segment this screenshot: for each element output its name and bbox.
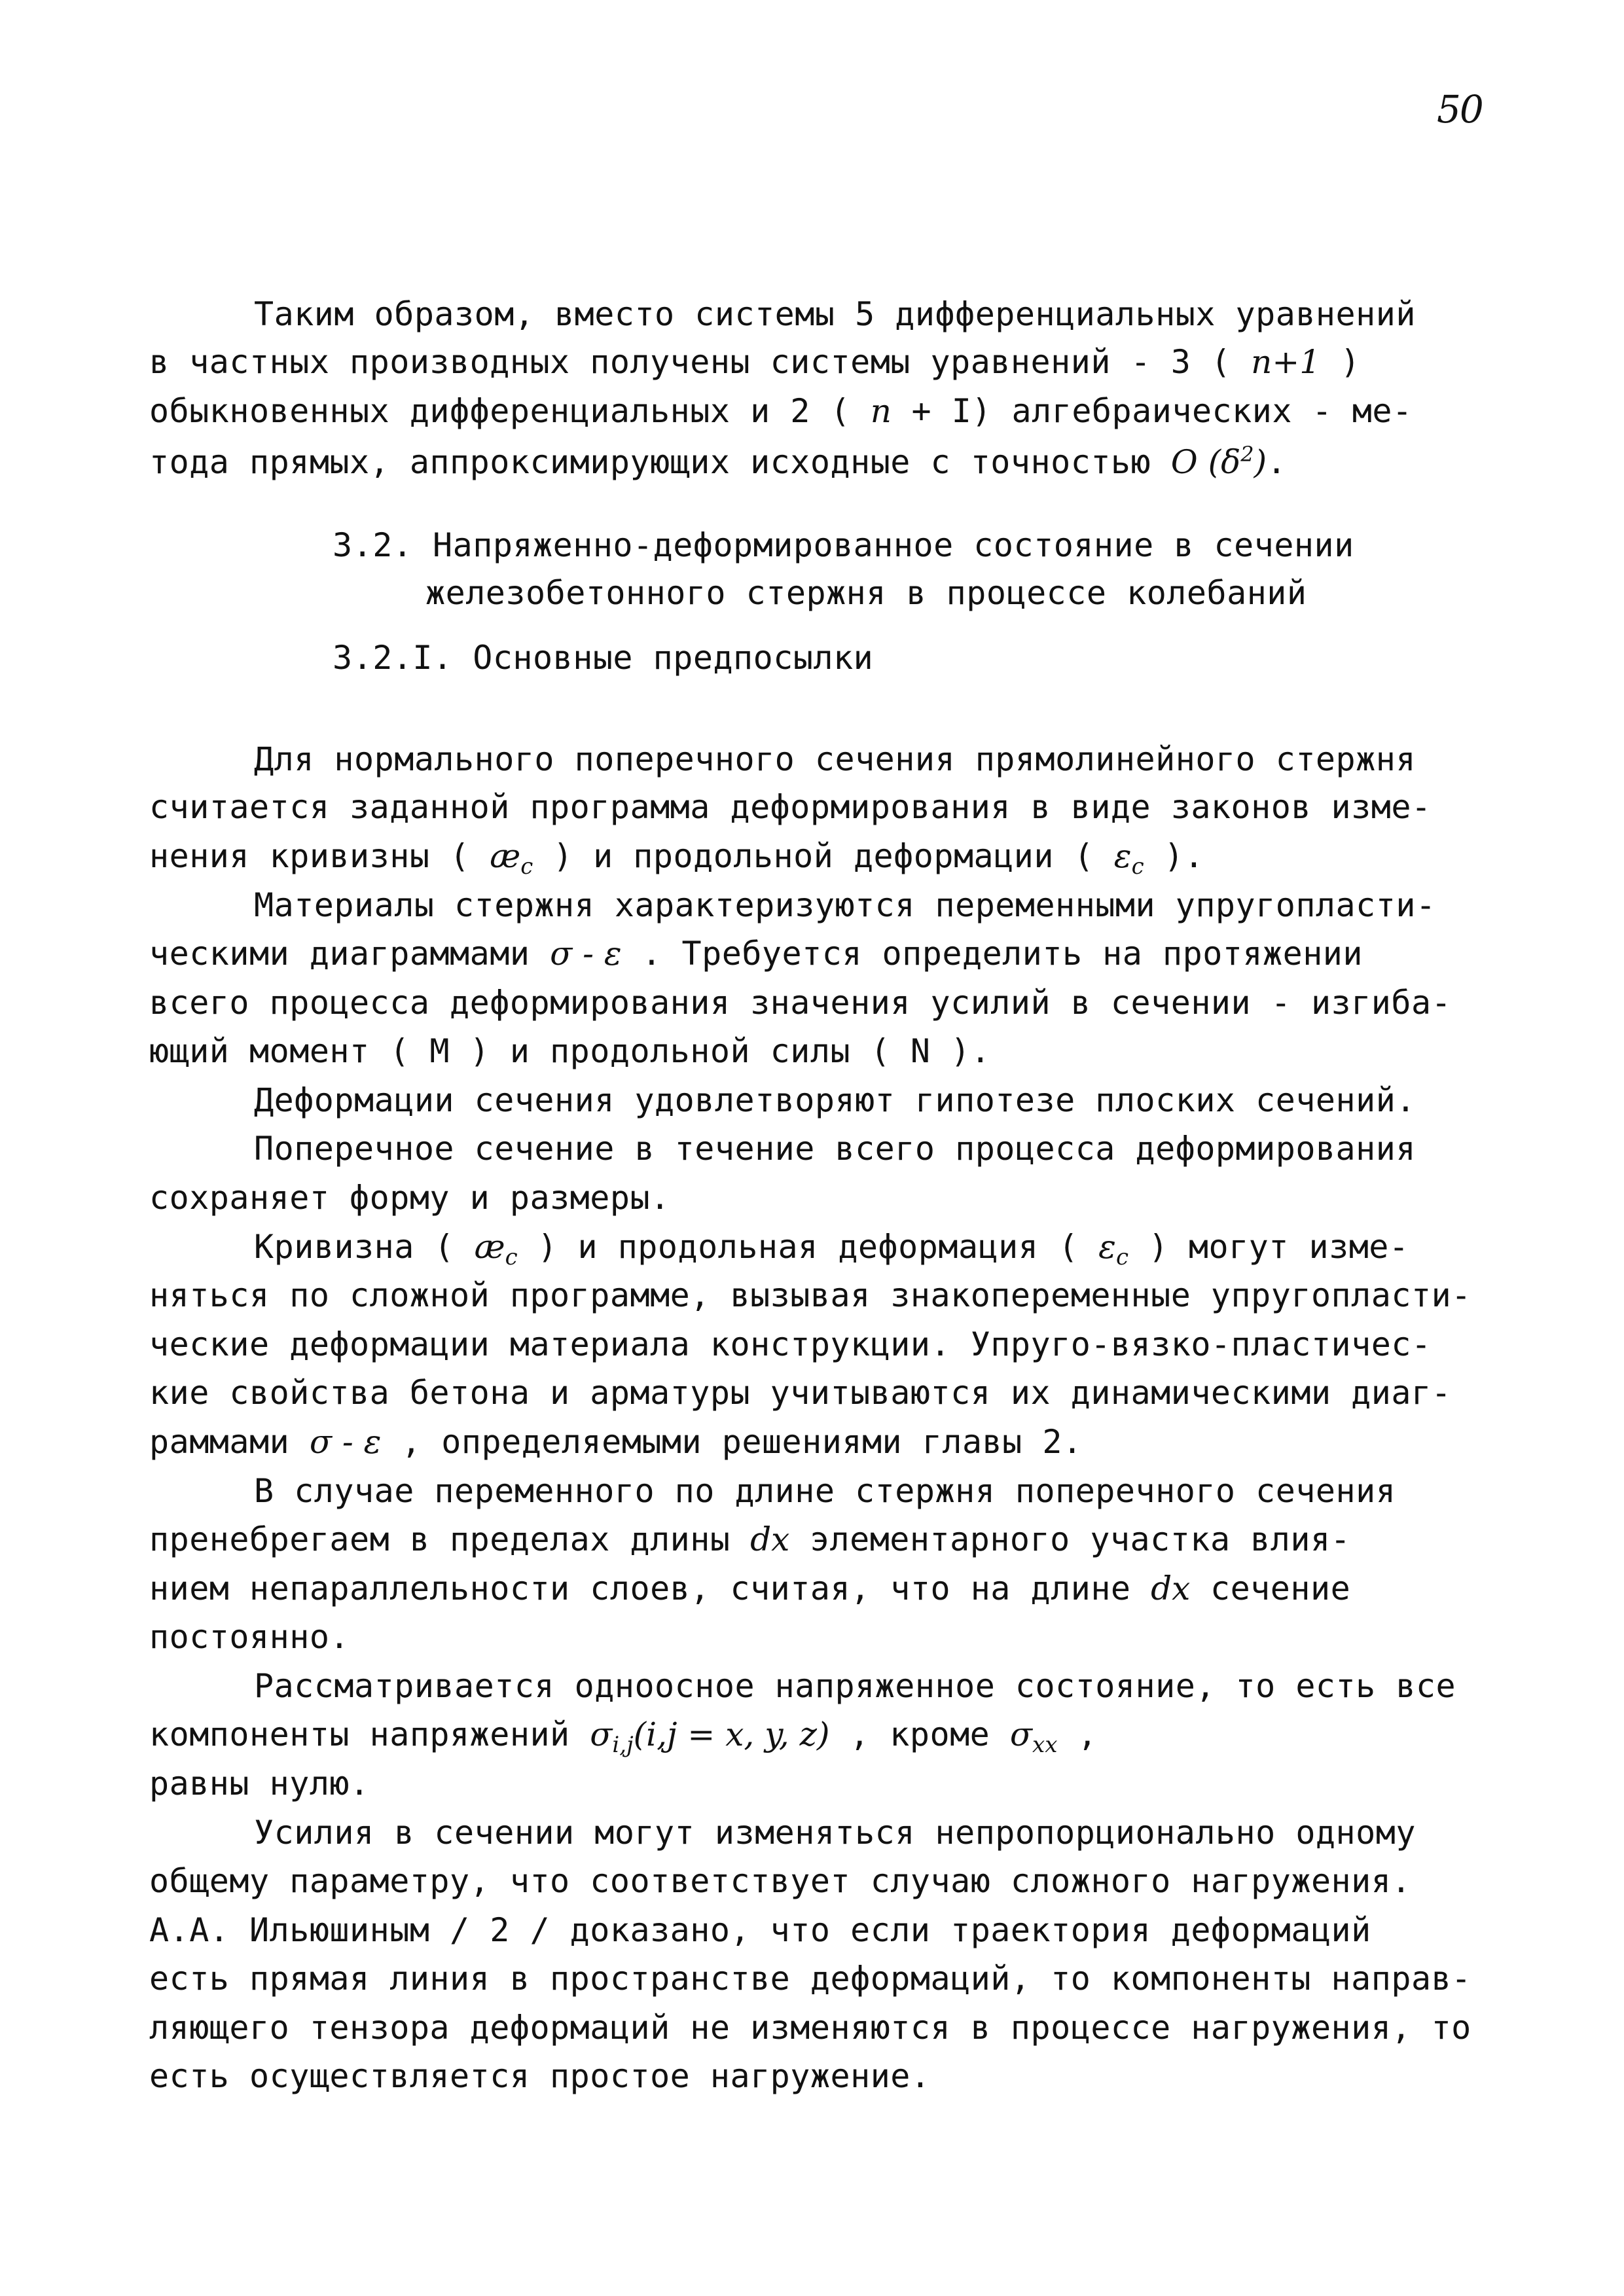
text-line: Усилия в сечении могут изменяться непропорционально одному — [254, 1814, 1416, 1852]
formula-curvature — [474, 1228, 518, 1270]
formula-part: ε — [1113, 837, 1132, 875]
formula-n: n — [870, 392, 892, 430]
text-span: , определяемыми решениями главы 2. — [381, 1423, 1083, 1461]
page-number: 50 — [1437, 87, 1483, 132]
formula-part: ) — [1254, 443, 1267, 481]
text-span: тода прямых, аппроксимирующих исходные с точностью — [149, 443, 1171, 481]
formula-part: O (δ — [1170, 443, 1241, 481]
text-line — [149, 343, 1361, 381]
formula-stress-components — [590, 1715, 830, 1758]
text-line: общему параметру, что соответствует случаю сложного нагружения. — [149, 1862, 1411, 1900]
formula-n-plus-1: n+1 — [1251, 343, 1321, 381]
text-line: равны нулю. — [149, 1765, 370, 1803]
section-title-line: 3.2. Напряженно-деформированное состояние в сечении — [333, 526, 1354, 564]
text-span: ) и продольная деформация ( — [517, 1228, 1099, 1266]
text-line — [254, 295, 1416, 333]
text-span: ) и продольной деформации ( — [533, 837, 1114, 875]
text-line: ческие деформации материала конструкции. Упруго-вязко-пластичес- — [149, 1325, 1432, 1363]
text-line — [149, 1572, 1350, 1605]
text-line: кие свойства бетона и арматуры учитываются их динамическими диаг- — [149, 1374, 1452, 1412]
text-line: всего процесса деформирования значения усилий в сечении - изгиба- — [149, 984, 1452, 1022]
text-line — [149, 1520, 1351, 1558]
text-line: Рассматривается одноосное напряженное состояние, то есть все — [254, 1667, 1456, 1705]
subscript: c — [1131, 853, 1144, 880]
formula-part: σ — [590, 1715, 613, 1753]
formula-part: æ — [490, 837, 521, 875]
text-span: сечение — [1190, 1570, 1351, 1607]
text-line — [254, 1230, 1409, 1268]
text-span: Кривизна ( — [254, 1228, 475, 1266]
formula-strain — [1098, 1228, 1129, 1270]
text-span: нения кривизны ( — [149, 837, 490, 875]
formula-dx: dx — [1151, 1570, 1191, 1607]
text-span: Таким образом, вместо системы 5 дифференциальных уравнений — [254, 295, 1416, 333]
formula-curvature — [490, 837, 533, 880]
text-line — [149, 935, 1363, 973]
text-line — [149, 442, 1287, 481]
text-span: компоненты напряжений — [149, 1715, 590, 1753]
formula-part: ε — [1098, 1228, 1117, 1266]
text-line: сохраняет форму и размеры. — [149, 1179, 670, 1217]
text-line: есть прямая линия в пространстве деформаций, то компоненты направ- — [149, 1960, 1471, 1998]
text-line: В случае переменного по длине стержня поперечного сечения — [254, 1472, 1396, 1510]
text-span: ) — [1320, 343, 1361, 381]
text-line — [149, 392, 1413, 430]
subscript: c — [505, 1244, 518, 1270]
text-line: есть осуществляется простое нагружение. — [149, 2057, 931, 2095]
formula-part: (i,j = x, y, z) — [633, 1715, 830, 1753]
formula-accuracy — [1171, 443, 1267, 481]
formula-stress-strain: σ - ε — [309, 1423, 382, 1461]
text-line: считается заданной программа деформирования в виде законов изме- — [149, 788, 1432, 826]
text-span: , кроме — [829, 1715, 1010, 1753]
text-line: Деформации сечения удовлетворяют гипотезе плоских сечений. — [254, 1081, 1416, 1119]
text-line — [149, 1423, 1083, 1461]
formula-dx: dx — [750, 1520, 790, 1558]
text-line: Материалы стержня характеризуются переменными упругопласти- — [254, 886, 1436, 924]
text-span: ческими диаграммами — [149, 935, 550, 973]
section-title-line: железобетонного стержня в процессе колебаний — [425, 574, 1307, 612]
subscript: c — [520, 853, 533, 880]
text-line: Для нормального поперечного сечения прямолинейного стержня — [254, 740, 1416, 778]
text-line: ющий момент ( М ) и продольной силы ( N ). — [149, 1032, 991, 1070]
superscript: 2 — [1240, 442, 1254, 467]
formula-part: æ — [474, 1228, 505, 1266]
text-line: няться по сложной программе, вызывая знакопеременные упругопласти- — [149, 1276, 1471, 1314]
text-span: пренебрегаем в пределах длины — [149, 1520, 751, 1558]
text-span: обыкновенных дифференциальных и 2 ( — [149, 392, 871, 430]
text-line — [149, 1715, 1098, 1758]
text-line: А.А. Ильюшиным / 2 / доказано, что если траектория деформаций — [149, 1911, 1371, 1949]
subscript: i,j — [612, 1732, 634, 1758]
text-line: постоянно. — [149, 1618, 350, 1656]
text-span: элементарного участка влия- — [789, 1520, 1351, 1558]
text-line: Поперечное сечение в течение всего процесса деформирования — [254, 1130, 1416, 1168]
formula-stress-strain: σ - ε — [550, 935, 622, 973]
text-line: ляющего тензора деформаций не изменяются в процессе нагружения, то — [149, 2009, 1471, 2047]
formula-strain — [1113, 837, 1144, 880]
text-line — [149, 837, 1204, 880]
text-span: раммами — [149, 1423, 310, 1461]
formula-sigma-xx — [1009, 1715, 1058, 1758]
text-span: . Требуется определить на протяжении — [621, 935, 1363, 973]
text-span: в частных производных получены системы уравнений - 3 ( — [149, 343, 1252, 381]
formula-part: σ — [1009, 1715, 1033, 1753]
subscript: c — [1116, 1244, 1129, 1270]
text-span: ) могут изме- — [1128, 1228, 1409, 1266]
text-span: , — [1057, 1715, 1098, 1753]
subsection-heading: 3.2.I. Основные предпосылки — [333, 639, 874, 677]
text-span: + I) алгебраических - ме- — [891, 392, 1413, 430]
text-span: нием непараллельности слоев, считая, что на длине — [149, 1570, 1151, 1607]
subscript: xx — [1032, 1732, 1058, 1758]
text-span: ). — [1144, 837, 1204, 875]
text-span: . — [1267, 443, 1287, 481]
